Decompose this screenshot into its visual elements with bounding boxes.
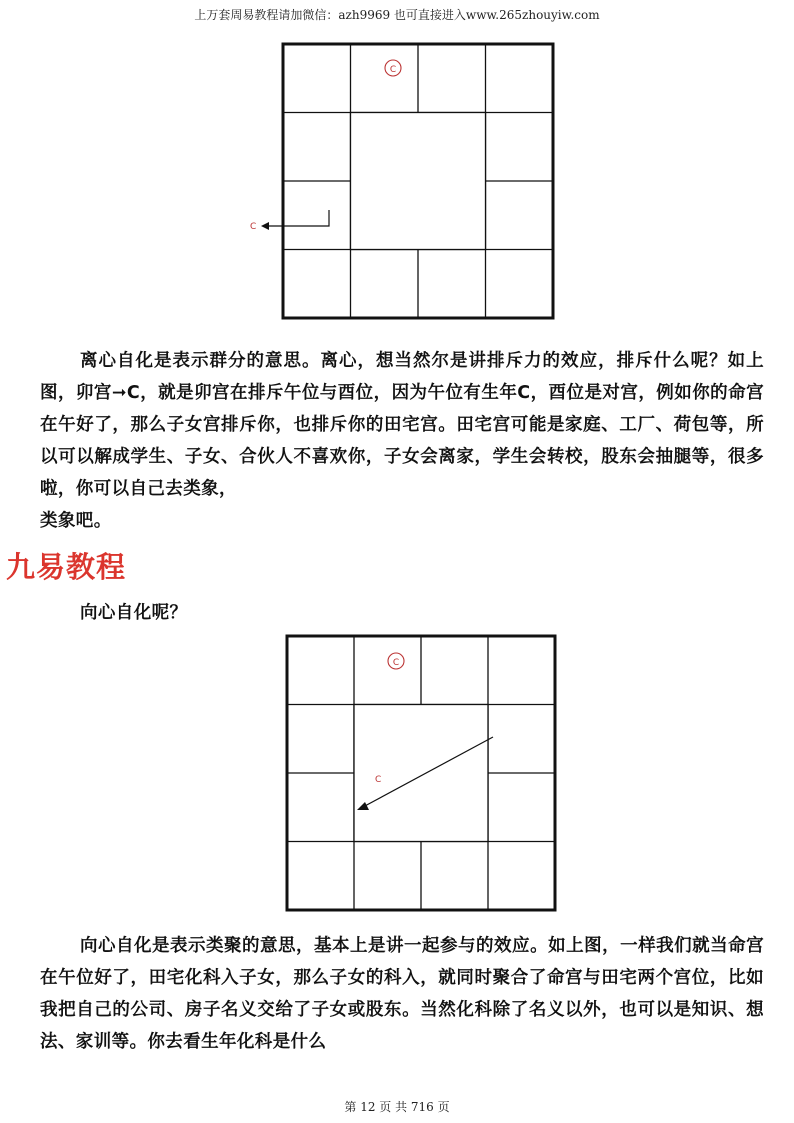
paragraph-centrifugal (40, 345, 764, 537)
question-line (40, 597, 764, 629)
palace-diagram-2 (245, 632, 565, 917)
self-transform-arrow (265, 210, 329, 226)
arrow-head-icon (261, 222, 269, 230)
watermark-logo: 九易教程 (6, 550, 127, 584)
page-footer: 第 12 页 共 716 页 (344, 1100, 450, 1114)
paragraph-centripetal (40, 930, 764, 1058)
paragraph-centrifugal-text: 离心自化是表示群分的意思。离心，想当然尔是讲排斥力的效应，排斥什么呢？如上图，卯宫➞C，就是卯宫在排斥午位与酉位，因为午位有生年C，酉位是对宫，例如你的命宫在午好了，那么子女宫排斥你，也排斥你的田宅宫。田宅宫可能是家庭、工厂、荷包等，所以可以解成学生、子女、合伙人不喜欢你，子女会离家，学生会转校，股东会抽腿等，很多啦，你可以自己去类象， (40, 351, 764, 499)
birth-year-c-label-2: C (392, 658, 400, 668)
arrow-c-label-2: C (375, 775, 382, 785)
birth-year-c-label: C (389, 65, 397, 75)
question-text: 向心自化呢？ (80, 603, 188, 623)
paragraph-centrifugal-tail: 类象吧。 (40, 511, 112, 531)
arrow-c-label: C (250, 222, 257, 232)
page-header: 上万套周易教程请加微信：azh9969 也可直接进入www.265zhouyiw.com (194, 8, 600, 22)
paragraph-centripetal-text: 向心自化是表示类聚的意思，基本上是讲一起参与的效应。如上图，一样我们就当命宫在午位好了，田宅化科入子女，那么子女的科入，就同时聚合了命宫与田宅两个宫位，比如我把自己的公司、房子名义交给了子女或股东。当然化科除了名义以外，也可以是知识、想法、家训等。你去看生年化科是什么 (40, 936, 764, 1052)
palace-diagram-1 (245, 40, 565, 325)
